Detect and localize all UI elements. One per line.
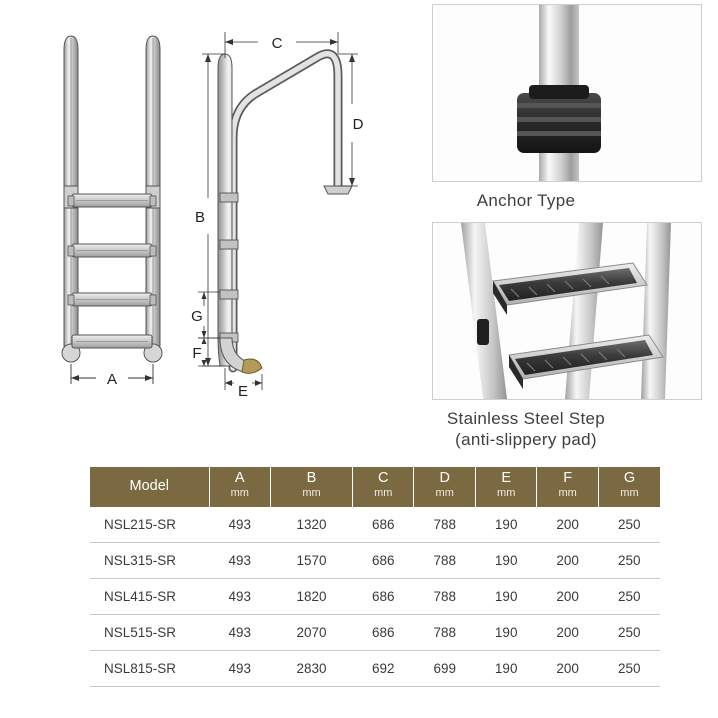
column-header-G-letter: G <box>623 470 636 486</box>
column-header-F-unit: mm <box>558 487 577 499</box>
column-header-D-unit: mm <box>435 487 454 499</box>
column-header-C-unit: mm <box>374 487 393 499</box>
cell-D: 788 <box>414 507 475 543</box>
column-header-B <box>270 467 352 507</box>
column-header-E <box>475 467 536 507</box>
column-header-F-letter: F <box>563 470 573 486</box>
cell-A: 493 <box>209 507 270 543</box>
cell-G: 250 <box>598 651 660 687</box>
dimension-label-E: E <box>237 383 249 400</box>
cell-D: 699 <box>414 651 475 687</box>
cell-F: 200 <box>537 615 598 651</box>
cell-E: 190 <box>475 615 536 651</box>
column-header-model-label: Model <box>129 477 169 494</box>
cell-D: 788 <box>414 615 475 651</box>
column-header-C <box>352 467 413 507</box>
column-header-G-unit: mm <box>620 487 639 499</box>
column-header-E-unit: mm <box>497 487 516 499</box>
dimension-label-D: D <box>352 116 364 133</box>
cell-model: NSL315-SR <box>90 543 209 579</box>
anchor-type-caption: Anchor Type <box>476 191 576 210</box>
cell-E: 190 <box>475 543 536 579</box>
dimension-label-F: F <box>192 345 202 362</box>
specification-table <box>90 467 660 687</box>
cell-model: NSL815-SR <box>90 651 209 687</box>
column-header-C-letter: C <box>377 470 389 486</box>
cell-A: 493 <box>209 651 270 687</box>
cell-G: 250 <box>598 507 660 543</box>
dimension-label-G: G <box>191 308 203 325</box>
cell-G: 250 <box>598 615 660 651</box>
cell-B: 2830 <box>270 651 352 687</box>
table-row <box>90 579 660 615</box>
dimension-label-B: B <box>194 209 206 226</box>
cell-B: 1570 <box>270 543 352 579</box>
column-header-F <box>537 467 598 507</box>
cell-G: 250 <box>598 579 660 615</box>
column-header-A-unit: mm <box>230 487 249 499</box>
cell-F: 200 <box>537 651 598 687</box>
step-photo-caption <box>386 408 666 450</box>
cell-C: 692 <box>352 651 413 687</box>
cell-B: 1820 <box>270 579 352 615</box>
cell-D: 788 <box>414 543 475 579</box>
step-photo-caption-line1: Stainless Steel Step <box>446 409 606 428</box>
dimension-label-C: C <box>271 35 283 52</box>
cell-C: 686 <box>352 507 413 543</box>
column-header-B-letter: B <box>306 470 317 486</box>
column-header-model <box>90 467 209 507</box>
column-header-D <box>414 467 475 507</box>
cell-F: 200 <box>537 543 598 579</box>
table-row <box>90 543 660 579</box>
stainless-steel-step-photo <box>432 222 702 400</box>
table-row <box>90 615 660 651</box>
column-header-B-unit: mm <box>302 487 321 499</box>
cell-C: 686 <box>352 579 413 615</box>
column-header-E-letter: E <box>501 470 512 486</box>
cell-A: 493 <box>209 579 270 615</box>
column-header-A <box>209 467 270 507</box>
step-photo-caption-line2: (anti-slippery pad) <box>455 430 597 449</box>
cell-B: 2070 <box>270 615 352 651</box>
table-row <box>90 651 660 687</box>
cell-G: 250 <box>598 543 660 579</box>
column-header-D-letter: D <box>439 470 450 486</box>
cell-E: 190 <box>475 507 536 543</box>
anchor-type-photo <box>432 4 702 182</box>
cell-D: 788 <box>414 579 475 615</box>
cell-model: NSL215-SR <box>90 507 209 543</box>
column-header-A-letter: A <box>234 470 245 486</box>
cell-A: 493 <box>209 615 270 651</box>
dimension-label-A: A <box>106 371 118 388</box>
cell-B: 1320 <box>270 507 352 543</box>
cell-F: 200 <box>537 507 598 543</box>
table-row <box>90 507 660 543</box>
cell-C: 686 <box>352 543 413 579</box>
column-header-G <box>598 467 660 507</box>
table-header-row <box>90 467 660 507</box>
ladder-front-view <box>28 8 198 408</box>
cell-F: 200 <box>537 579 598 615</box>
cell-E: 190 <box>475 579 536 615</box>
cell-E: 190 <box>475 651 536 687</box>
ladder-side-view <box>186 8 376 408</box>
cell-model: NSL515-SR <box>90 615 209 651</box>
cell-model: NSL415-SR <box>90 579 209 615</box>
cell-C: 686 <box>352 615 413 651</box>
cell-A: 493 <box>209 543 270 579</box>
